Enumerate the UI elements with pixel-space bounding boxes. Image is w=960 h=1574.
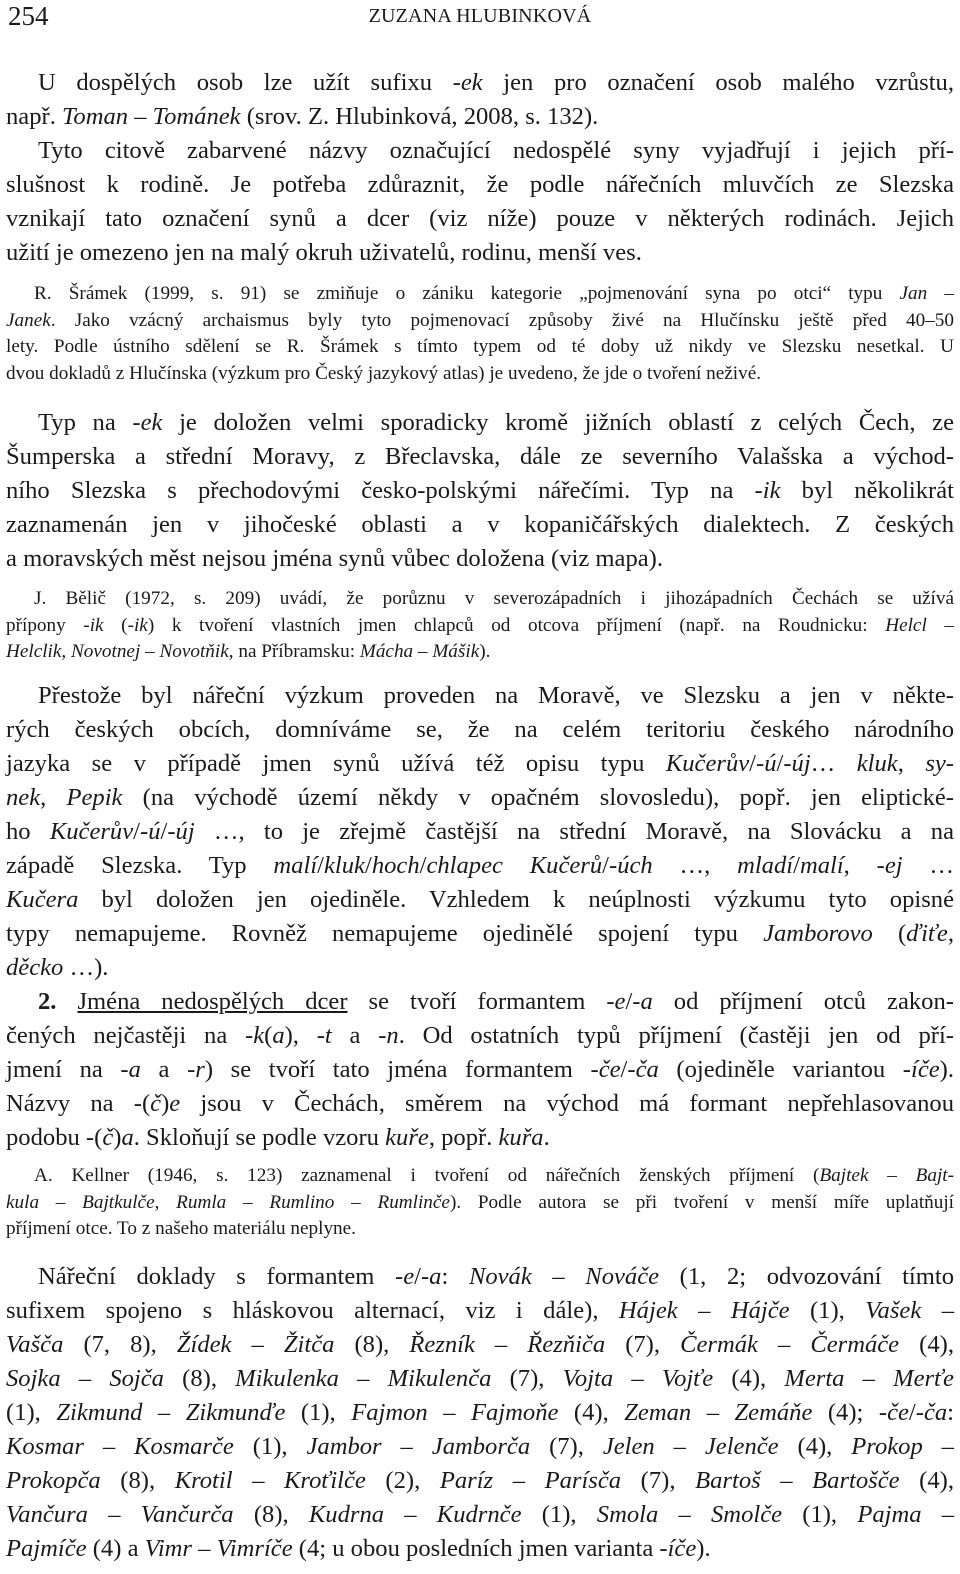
italic-run: Kučera bbox=[6, 886, 79, 913]
text-run: : bbox=[441, 1263, 469, 1290]
text-run: lety. Podle ústního sdělení se R. Šrámek s tímto typem od té doby už nikdy ve Slezsku nesetkal. U bbox=[6, 336, 954, 357]
italic-run: a bbox=[429, 1263, 442, 1290]
text-run: sufixem spojeno s hláskovou alternací, viz i dále), bbox=[6, 1297, 619, 1324]
italic-run: Bajtek – Bajt- bbox=[819, 1165, 955, 1186]
text-line bbox=[6, 1121, 954, 1155]
text-run: (1), bbox=[233, 1433, 307, 1460]
italic-run: Helclik bbox=[6, 641, 62, 662]
italic-run: Jambor – Jamborča bbox=[306, 1433, 531, 1460]
text-run: : bbox=[947, 1399, 954, 1426]
italic-run: Vašča bbox=[6, 1331, 64, 1358]
text-run: (4), bbox=[899, 1467, 954, 1494]
text-run: jazyka se v případě jmen synů užívá též opisu typu bbox=[6, 750, 666, 777]
text-line bbox=[6, 236, 954, 270]
text-line bbox=[6, 985, 954, 1019]
text-line bbox=[6, 1328, 954, 1362]
text-run: slušnost k rodině. Je potřeba zdůraznit, že podle nářečních mluvčích ze Slezska bbox=[6, 171, 954, 198]
text-run: , na Příbramsku: bbox=[228, 641, 360, 662]
page-header bbox=[0, 0, 960, 36]
italic-run: Jan – bbox=[899, 283, 954, 304]
text-run: /- bbox=[908, 1399, 924, 1426]
text-run: …). bbox=[63, 954, 109, 981]
text-line bbox=[6, 1430, 954, 1464]
italic-run: Vimr – Vimríče bbox=[144, 1535, 293, 1562]
italic-run: kluk bbox=[324, 852, 365, 879]
text-run: . Od ostatních typů příjmení (častěji jen od pří- bbox=[398, 1022, 954, 1049]
text-line bbox=[6, 1053, 954, 1087]
text-run: podobu -( bbox=[6, 1124, 103, 1151]
running-head: ZUZANA HLUBINKOVÁ bbox=[368, 5, 592, 27]
text-line bbox=[6, 474, 954, 508]
italic-run: új bbox=[175, 818, 195, 845]
italic-run: kuřa bbox=[498, 1124, 544, 1151]
text-line bbox=[6, 1216, 954, 1243]
text-line bbox=[6, 1532, 954, 1566]
text-run: a - bbox=[331, 1022, 387, 1049]
text-run: (1), bbox=[521, 1501, 597, 1528]
italic-run: Mácha – Mášik bbox=[359, 641, 480, 662]
italic-run: Mikulenka – Mikulenča bbox=[235, 1365, 492, 1392]
text-run: (8), bbox=[233, 1501, 309, 1528]
italic-run: kula – Bajtkulče bbox=[6, 1191, 155, 1213]
text-line bbox=[6, 849, 954, 883]
text-run: (1), bbox=[782, 1501, 858, 1528]
text-run: (4), bbox=[558, 1399, 625, 1426]
text-run: /- bbox=[749, 750, 765, 777]
body-paragraph bbox=[6, 985, 954, 1155]
text-run: , bbox=[154, 1191, 177, 1213]
italic-run: k bbox=[253, 1022, 265, 1049]
text-run: (na východě území někdy v opačném slovosledu), popř. jen eliptické- bbox=[122, 784, 955, 811]
text-run: … bbox=[810, 750, 857, 777]
text-run: , bbox=[61, 641, 71, 662]
text-line bbox=[6, 440, 954, 474]
text-run: (4); - bbox=[812, 1399, 888, 1426]
text-line bbox=[6, 334, 954, 361]
text-line bbox=[6, 361, 954, 388]
text-run: a moravských měst nejsou jména synů vůbec doložena (viz mapa). bbox=[6, 545, 663, 572]
text-line bbox=[6, 1087, 954, 1121]
italic-run: ik bbox=[762, 477, 781, 504]
text-run: /- bbox=[776, 750, 792, 777]
text-line bbox=[6, 1464, 954, 1498]
body-paragraph bbox=[6, 66, 954, 270]
text-line bbox=[6, 168, 954, 202]
italic-run: Krotil – Kroťilče bbox=[174, 1467, 366, 1494]
text-run: (srov. Z. Hlubinková, 2008, s. 132). bbox=[240, 103, 599, 130]
italic-run: ú bbox=[148, 818, 161, 845]
italic-run: Smola – Smolče bbox=[596, 1501, 783, 1528]
text-run: např. bbox=[6, 103, 62, 130]
italic-run: Žídek – Žitča bbox=[176, 1331, 335, 1358]
italic-run: t bbox=[324, 1022, 332, 1049]
text-run: (1, 2; odvozování tímto bbox=[659, 1263, 954, 1290]
italic-run: Kosmar – Kosmarče bbox=[6, 1433, 234, 1460]
text-run: /- bbox=[602, 852, 618, 879]
text-line bbox=[6, 508, 954, 542]
italic-run: ik bbox=[89, 614, 104, 636]
text-run: typy nemapujeme. Rovněž nemapujeme ojedinělé spojení typu bbox=[6, 920, 764, 947]
text-line bbox=[6, 1190, 954, 1217]
text-run: / bbox=[364, 852, 372, 879]
text-run: (7), bbox=[621, 1467, 696, 1494]
text-run: (7, 8), bbox=[63, 1331, 177, 1358]
text-run: Přestože byl nářeční výzkum proveden na Moravě, ve Slezsku a jen v někte- bbox=[38, 682, 954, 709]
text-run: Tyto citově zabarvené názvy označující nedospělé syny vyjadřují i jejich pří- bbox=[38, 137, 954, 164]
body-paragraph bbox=[6, 1260, 954, 1566]
italic-run: r bbox=[195, 1056, 205, 1083]
italic-run: malí bbox=[273, 852, 318, 879]
text-run: J. Bělič (1972, s. 209) uvádí, že porůznu v severozápadních i jihozápadních Čechách se užívá bbox=[34, 588, 954, 609]
text-run: jmení na - bbox=[6, 1056, 129, 1083]
italic-run: ek bbox=[460, 69, 483, 96]
text-run: ( bbox=[264, 1022, 273, 1049]
text-run: Šumperska a střední Moravy, z Břeclavska, dále ze severního Valašska a východ- bbox=[6, 443, 954, 470]
text-line bbox=[6, 1260, 954, 1294]
italic-run: Hájek – Hájče bbox=[618, 1297, 790, 1324]
text-run: (8), bbox=[334, 1331, 410, 1358]
text-run bbox=[56, 988, 77, 1015]
footnote-paragraph bbox=[6, 281, 954, 387]
text-run: /- bbox=[160, 818, 176, 845]
text-line bbox=[6, 679, 954, 713]
text-run: (1), bbox=[285, 1399, 352, 1426]
text-run: /- bbox=[133, 818, 149, 845]
italic-run: ej bbox=[884, 852, 903, 879]
text-run: Typ na - bbox=[38, 409, 141, 436]
text-run: ) bbox=[161, 1090, 170, 1117]
italic-run: Helcl – bbox=[885, 614, 954, 636]
text-run: (8), bbox=[100, 1467, 175, 1494]
italic-run: hoch bbox=[371, 852, 420, 879]
italic-run: č bbox=[150, 1090, 162, 1117]
text-run: je doložen velmi sporadicky kromě jižních oblastí z celých Čech, ze bbox=[162, 409, 954, 436]
text-run: Jména nedospělých dcer bbox=[77, 988, 348, 1015]
italic-run: č bbox=[102, 1124, 114, 1151]
text-line bbox=[6, 1019, 954, 1053]
text-run: Nářeční doklady s formantem - bbox=[38, 1263, 404, 1290]
page-number: 254 bbox=[8, 1, 49, 31]
italic-run: Vančura – Vančurča bbox=[6, 1501, 234, 1528]
text-run: / bbox=[793, 852, 800, 879]
text-run: (7), bbox=[605, 1331, 681, 1358]
text-run: ) k tvoření vlastních jmen chlapců od otcova příjmení (např. na Roudnicku: bbox=[147, 614, 886, 636]
text-line bbox=[6, 281, 954, 308]
italic-run: új bbox=[791, 750, 811, 777]
italic-run: děcko bbox=[6, 954, 64, 981]
text-run: byl doložen jen ojediněle. Vzhledem k neúplnosti výzkumu tyto opisné bbox=[78, 886, 954, 913]
text-line bbox=[6, 100, 954, 134]
text-run: (8), bbox=[163, 1365, 236, 1392]
text-run: (7), bbox=[491, 1365, 563, 1392]
italic-run: e bbox=[614, 988, 626, 1015]
text-run: /- bbox=[625, 988, 641, 1015]
text-run: ) se tvoří tato jména formantem - bbox=[204, 1056, 599, 1083]
text-run: se tvoří formantem - bbox=[347, 988, 615, 1015]
text-run: od příjmení otců zakon- bbox=[652, 988, 954, 1015]
text-line bbox=[6, 66, 954, 100]
text-line bbox=[6, 713, 954, 747]
italic-run: Janek bbox=[6, 309, 51, 331]
italic-run: mladí bbox=[737, 852, 794, 879]
italic-run: chlapec Kučerů bbox=[426, 852, 603, 879]
text-line bbox=[6, 1498, 954, 1532]
text-run: U dospělých osob lze užít sufixu - bbox=[38, 69, 461, 96]
italic-run: kuře bbox=[385, 1124, 429, 1151]
text-line bbox=[6, 406, 954, 440]
italic-run: Kudrna – Kudrnče bbox=[308, 1501, 522, 1528]
text-run: / bbox=[419, 852, 427, 879]
italic-run: Prokop – bbox=[851, 1433, 954, 1460]
text-run: /- bbox=[414, 1263, 430, 1290]
text-run: , - bbox=[843, 852, 885, 879]
italic-run: Merta – Merťe bbox=[784, 1365, 954, 1392]
text-line bbox=[6, 917, 954, 951]
text-line bbox=[6, 1362, 954, 1396]
italic-run: Vašek – bbox=[865, 1297, 954, 1324]
text-run: A. Kellner (1946, s. 123) zaznamenal i tvoření od nářečních ženských příjmení ( bbox=[34, 1165, 820, 1186]
text-line bbox=[6, 747, 954, 781]
footnote-paragraph bbox=[6, 586, 954, 666]
text-run: , bbox=[947, 920, 954, 947]
text-run: (4; u obou posledních jmen varianta - bbox=[292, 1535, 668, 1562]
text-run: ho bbox=[6, 818, 50, 845]
text-run: ). bbox=[696, 1535, 711, 1562]
text-run: užití je omezeno jen na malý okruh uživatelů, rodinu, menší ves. bbox=[6, 239, 642, 266]
italic-run: a bbox=[128, 1056, 141, 1083]
text-run: západě Slezska. Typ bbox=[6, 852, 274, 879]
text-run: (7), bbox=[530, 1433, 603, 1460]
text-line bbox=[6, 586, 954, 613]
text-run: jen pro označení osob malého vzrůstu, bbox=[482, 69, 954, 96]
italic-run: n bbox=[386, 1022, 399, 1049]
text-run: byl několikrát bbox=[780, 477, 954, 504]
text-run: rých českých obcích, domníváme se, že na celém teritoriu českého národního bbox=[6, 716, 954, 743]
italic-run: a bbox=[640, 988, 653, 1015]
italic-run: nek bbox=[6, 784, 41, 811]
text-run: příjmení otce. To z našeho materiálu neplyne. bbox=[6, 1218, 356, 1239]
italic-run: íče bbox=[911, 1056, 940, 1083]
text-line bbox=[6, 815, 954, 849]
text-line bbox=[6, 1396, 954, 1430]
text-line bbox=[6, 781, 954, 815]
text-line bbox=[6, 883, 954, 917]
italic-run: Paríz – Parísča bbox=[439, 1467, 622, 1494]
text-run: , bbox=[897, 750, 926, 777]
text-run: čených nejčastěji na - bbox=[6, 1022, 254, 1049]
text-run: jsou v Čechách, směrem na východ má formant nepřehlasovanou bbox=[180, 1090, 954, 1117]
text-run: (ojediněle variantou - bbox=[658, 1056, 911, 1083]
text-line bbox=[6, 613, 954, 640]
italic-run: malí bbox=[799, 852, 844, 879]
text-run: (4), bbox=[899, 1331, 954, 1358]
italic-run: Jelen – Jelenče bbox=[602, 1433, 779, 1460]
italic-run: sy- bbox=[925, 750, 954, 777]
italic-run: Pajmíče bbox=[6, 1535, 87, 1562]
italic-run: a bbox=[272, 1022, 285, 1049]
text-run: , bbox=[40, 784, 67, 811]
text-run: Názvy na -( bbox=[6, 1090, 151, 1117]
italic-run: ek bbox=[140, 409, 163, 436]
text-run: ). Podle autora se při tvoření v menší míře uplatňují bbox=[449, 1191, 954, 1213]
italic-run: ča bbox=[923, 1399, 948, 1426]
italic-run: Rumla – Rumlino – Rumlinče bbox=[176, 1191, 450, 1213]
text-run: R. Šrámek (1999, s. 91) se zmiňuje o zániku kategorie „pojmenování syna po otci“ typu bbox=[34, 283, 900, 304]
italic-run: ďiťe bbox=[906, 920, 948, 947]
text-run: …, bbox=[652, 852, 738, 879]
text-run: ). bbox=[939, 1056, 955, 1083]
text-run: . Skloňují se podle vzoru bbox=[133, 1124, 386, 1151]
text-run: zaznamenán jen v jihočeské oblasti a v kopaničářských dialektech. Z českých bbox=[6, 511, 954, 538]
italic-run: e bbox=[169, 1090, 181, 1117]
text-run: (2), bbox=[365, 1467, 440, 1494]
italic-run: íče bbox=[667, 1535, 697, 1562]
italic-run: Bartoš – Bartošče bbox=[695, 1467, 900, 1494]
italic-run: Zikmund – Zikmunďe bbox=[56, 1399, 286, 1426]
text-run: a - bbox=[140, 1056, 196, 1083]
italic-run: Kučerův bbox=[49, 818, 134, 845]
text-run: ( bbox=[872, 920, 907, 947]
text-run: ) bbox=[113, 1124, 122, 1151]
italic-run: Jamborovo bbox=[763, 920, 873, 947]
italic-run: Novotnej – Novotňik bbox=[71, 641, 229, 662]
text-line bbox=[6, 542, 954, 576]
text-run: . Jako vzácný archaismus byly tyto pojmenovací způsoby živé na Hlučínsku ještě před 40–50 bbox=[50, 309, 954, 331]
text-run: (4), bbox=[778, 1433, 852, 1460]
text-run: (1), bbox=[6, 1399, 57, 1426]
italic-run: e bbox=[403, 1263, 415, 1290]
italic-run: Řezník – Řezňiča bbox=[409, 1331, 606, 1358]
text-run: (4) a bbox=[86, 1535, 145, 1562]
italic-run: Novák – Nováče bbox=[468, 1263, 660, 1290]
italic-run: kluk bbox=[856, 750, 898, 777]
text-run: vznikají tato označení synů a dcer (viz níže) pouze v některých rodinách. Jejich bbox=[6, 205, 954, 232]
text-line bbox=[6, 639, 954, 666]
text-run: . bbox=[543, 1124, 550, 1151]
italic-run: če bbox=[598, 1056, 621, 1083]
italic-run: Fajmon – Fajmoňe bbox=[351, 1399, 559, 1426]
text-line bbox=[6, 1294, 954, 1328]
italic-run: Vojta – Vojťe bbox=[562, 1365, 714, 1392]
text-run: (- bbox=[103, 614, 134, 636]
text-run: /- bbox=[620, 1056, 636, 1083]
text-run: ), - bbox=[284, 1022, 325, 1049]
italic-run: Kučerův bbox=[665, 750, 750, 777]
italic-run: a bbox=[121, 1124, 134, 1151]
italic-run: ú bbox=[764, 750, 777, 777]
body-paragraph bbox=[6, 679, 954, 985]
text-run: ). bbox=[479, 641, 491, 662]
text-line bbox=[6, 1163, 954, 1190]
text-run: ního Slezska s přechodovými česko-polskými nářečími. Typ na - bbox=[6, 477, 763, 504]
text-line bbox=[6, 951, 954, 985]
footnote-paragraph bbox=[6, 1163, 954, 1243]
italic-run: ča bbox=[635, 1056, 659, 1083]
italic-run: Pajma – bbox=[857, 1501, 955, 1528]
text-line bbox=[6, 134, 954, 168]
text-run: přípony - bbox=[6, 614, 90, 636]
text-run: (4), bbox=[713, 1365, 785, 1392]
italic-run: Toman – Tománek bbox=[62, 103, 241, 130]
text-run: dvou dokladů z Hlučínska (výzkum pro Český jazykový atlas) je uvedeno, že jde o tvoření neživé. bbox=[6, 362, 762, 384]
text-line bbox=[6, 308, 954, 335]
text-run: … bbox=[902, 852, 954, 879]
text-run: 2. bbox=[38, 988, 57, 1015]
text-run: (1), bbox=[789, 1297, 866, 1324]
body-paragraph bbox=[6, 406, 954, 576]
italic-run: Sojka – Sojča bbox=[6, 1365, 164, 1392]
text-run: …, to je zřejmě častější na střední Moravě, na Slovácku a na bbox=[194, 818, 954, 845]
text-line bbox=[6, 202, 954, 236]
italic-run: úch bbox=[617, 852, 653, 879]
text-run: / bbox=[317, 852, 324, 879]
italic-run: Čermák – Čermáče bbox=[680, 1331, 900, 1358]
italic-run: če bbox=[887, 1399, 909, 1426]
italic-run: Prokopča bbox=[6, 1467, 101, 1494]
italic-run: Pepik bbox=[66, 784, 123, 811]
italic-run: Zeman – Zemáňe bbox=[624, 1399, 813, 1426]
text-run: , popř. bbox=[428, 1124, 499, 1151]
italic-run: ik bbox=[133, 614, 148, 636]
